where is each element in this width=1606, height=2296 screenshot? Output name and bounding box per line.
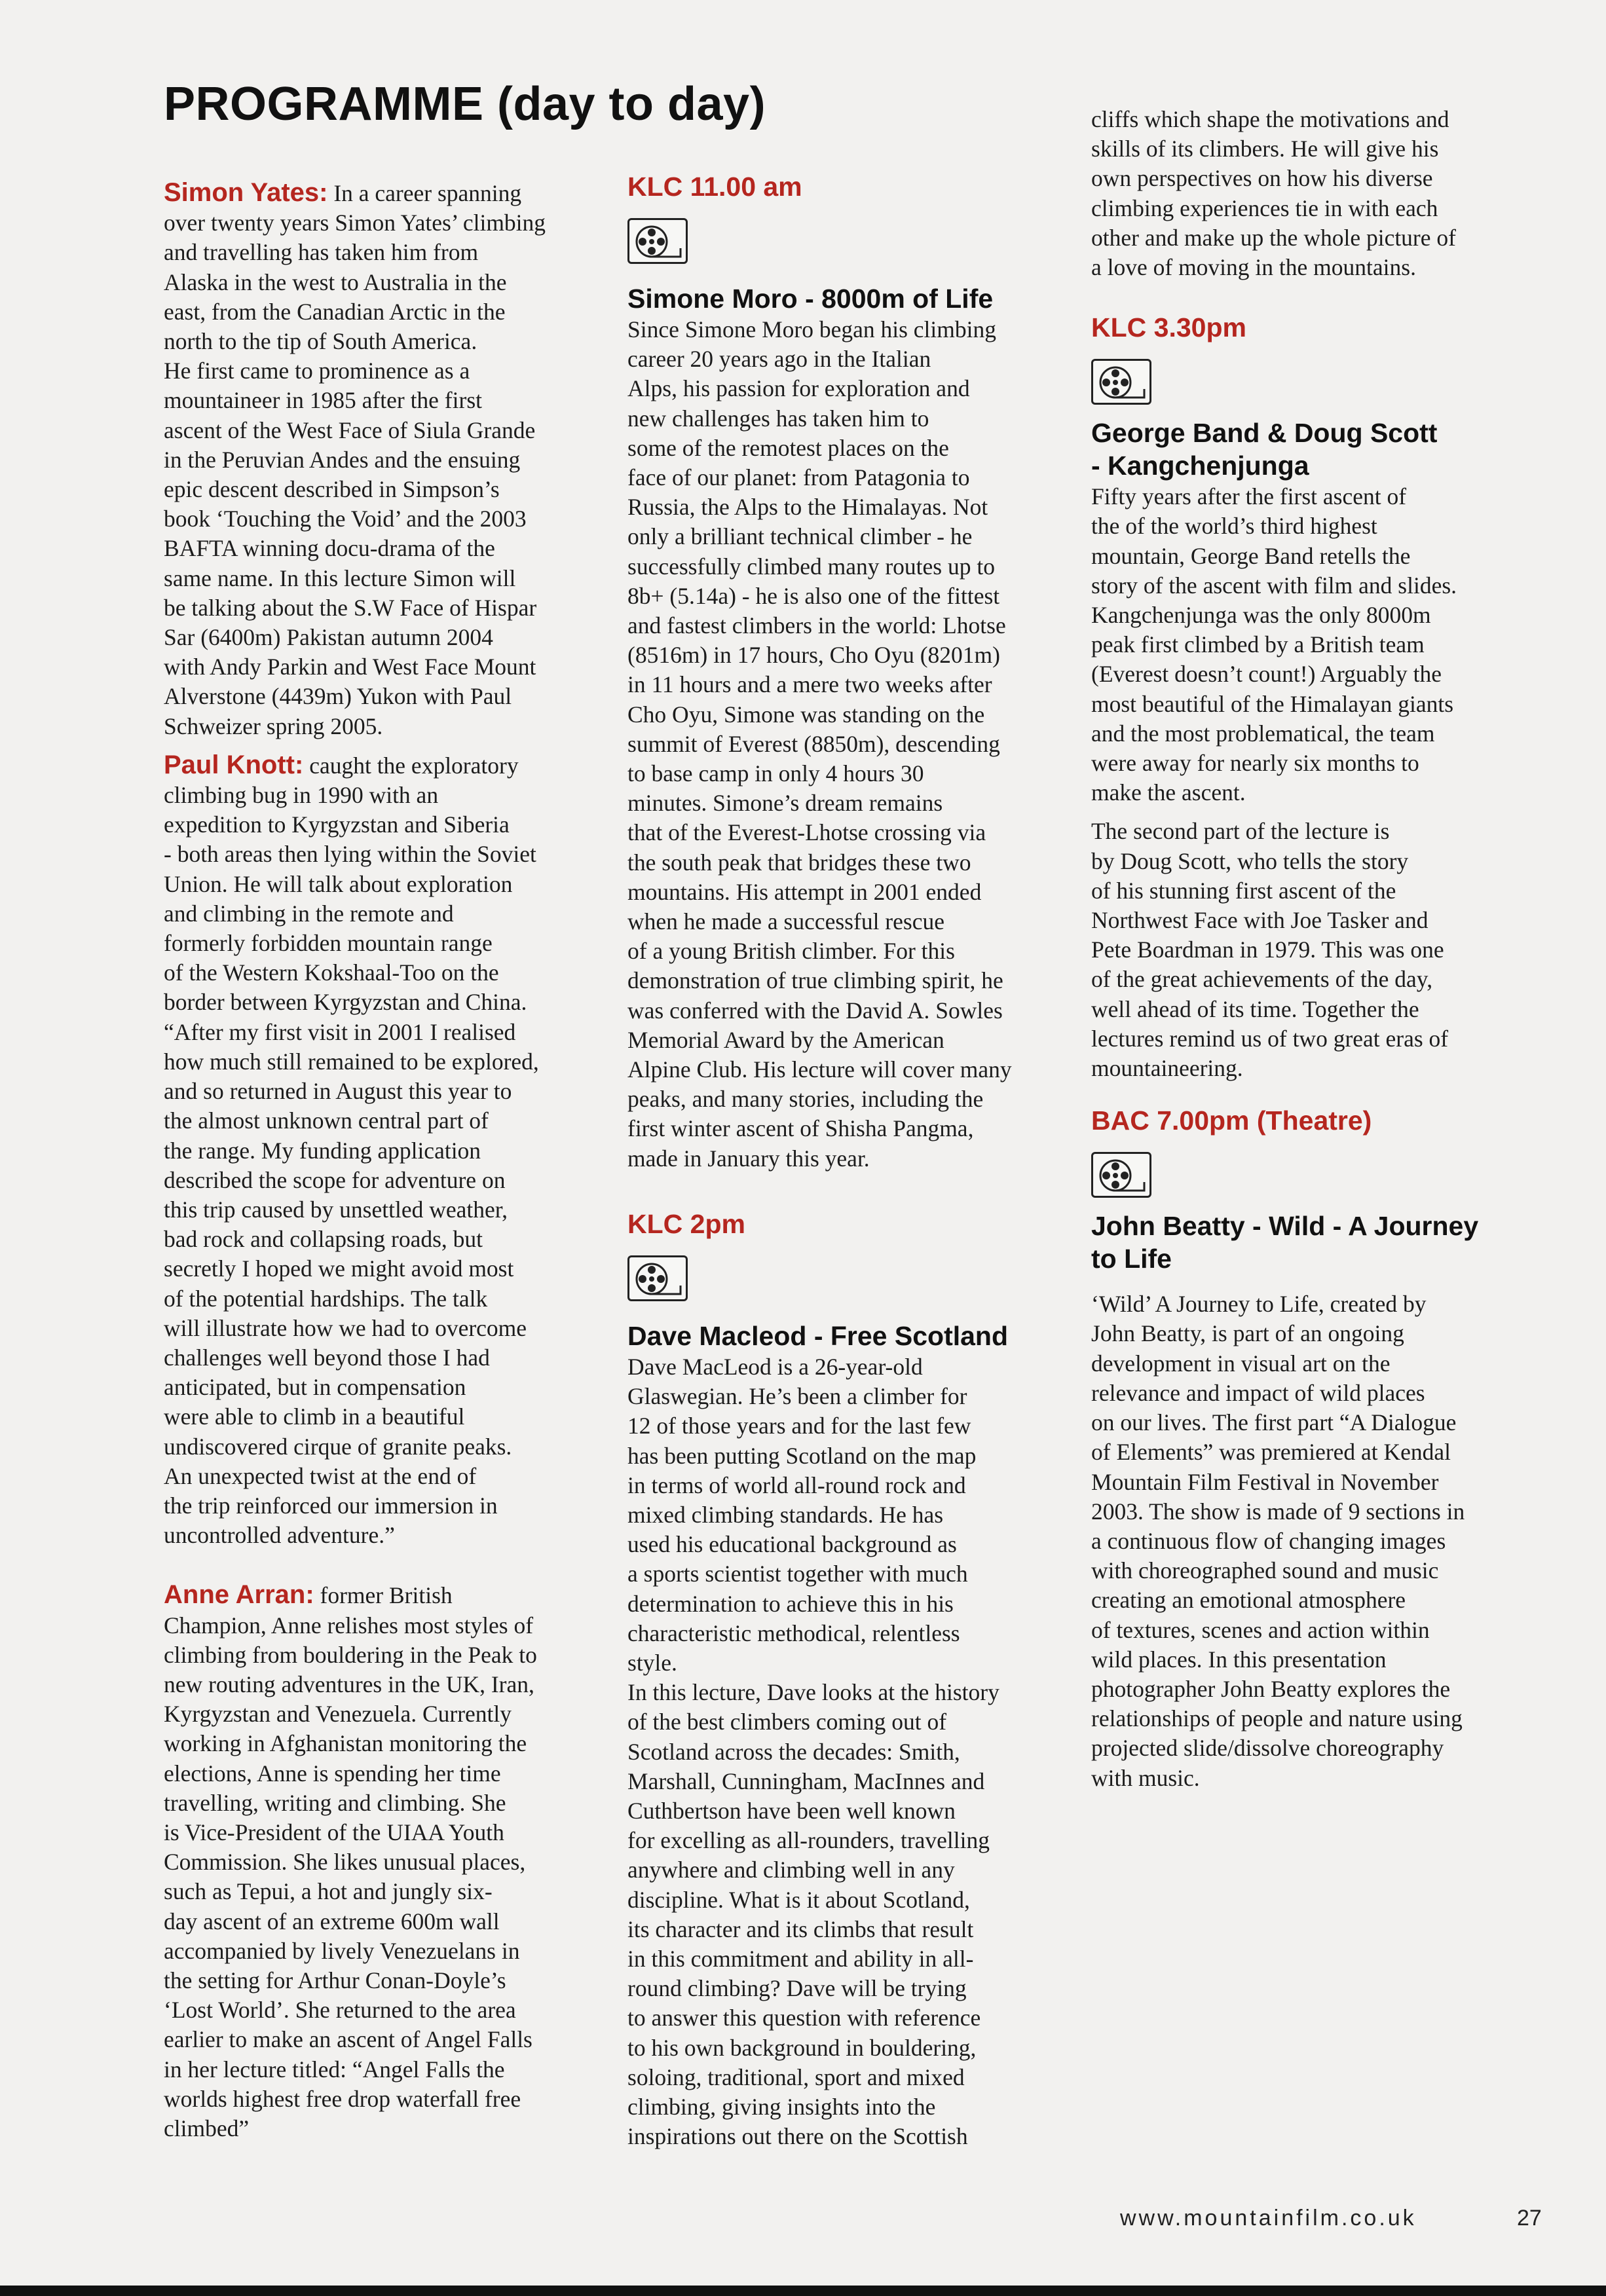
text-line: Northwest Face with Joe Tasker and xyxy=(1091,907,1429,934)
text-line: challenges well beyond those I had xyxy=(164,1344,490,1371)
bio-simon-yates xyxy=(164,178,589,208)
text-line: of the potential hardships. The talk xyxy=(164,1285,488,1312)
text-line: first winter ascent of Shisha Pangma, xyxy=(627,1115,974,1142)
event-title: John Beatty - Wild - A Journey xyxy=(1091,1211,1479,1242)
text-line: formerly forbidden mountain range xyxy=(164,930,493,957)
text-line: style. xyxy=(627,1649,677,1676)
text-line: Union. He will talk about exploration xyxy=(164,870,513,897)
text-line: He first came to prominence as a xyxy=(164,358,470,384)
text-line: such as Tepui, a hot and jungly six- xyxy=(164,1878,493,1905)
text-line: the south peak that bridges these two xyxy=(627,849,971,876)
text-line: and fastest climbers in the world: Lhotse xyxy=(627,612,1006,639)
page-title: PROGRAMME (day to day) xyxy=(164,78,766,130)
text-line: climbing experiences tie in with each xyxy=(1091,194,1438,221)
text-line: Mountain Film Festival in November xyxy=(1091,1468,1439,1495)
event-title: Dave Macleod - Free Scotland xyxy=(627,1320,1009,1351)
text-line: of the great achievements of the day, xyxy=(1091,966,1433,993)
text-line: determination to achieve this in his xyxy=(627,1590,954,1617)
text-line: of the Western Kokshaal-Too on the xyxy=(164,959,499,986)
text-line: worlds highest free drop waterfall free xyxy=(164,2085,521,2112)
text-line: ‘Wild’ A Journey to Life, created by xyxy=(1091,1291,1427,1318)
text-line: Champion, Anne relishes most styles of xyxy=(164,1612,534,1639)
text-line: to his own background in bouldering, xyxy=(627,2034,977,2061)
text-line: some of the remotest places on the xyxy=(627,434,949,461)
text-line: own perspectives on how his diverse xyxy=(1091,165,1433,192)
text-line: make the ascent. xyxy=(1091,779,1246,806)
text-line: in this commitment and ability in all- xyxy=(627,1945,974,1972)
text-line: (8516m) in 17 hours, Cho Oyu (8201m) xyxy=(627,642,1000,669)
text-line: of his stunning first ascent of the xyxy=(1091,877,1396,904)
text-line: and travelling has taken him from xyxy=(164,239,479,266)
text-line: a sports scientist together with much xyxy=(627,1561,968,1587)
text-line: relationships of people and nature using xyxy=(1091,1705,1463,1732)
footer-url[interactable]: www.mountainfilm.co.uk xyxy=(1120,2206,1417,2231)
event-title: George Band & Doug Scott xyxy=(1091,418,1438,449)
bio-first-line: In a career spanning xyxy=(333,180,522,206)
text-line: climbing, giving insights into the xyxy=(627,2093,936,2120)
text-line: earlier to make an ascent of Angel Falls xyxy=(164,2026,532,2053)
text-line: by Doug Scott, who tells the story xyxy=(1091,847,1409,874)
text-line: the setting for Arthur Conan-Doyle’s xyxy=(164,1967,506,1993)
text-line: cliffs which shape the motivations and xyxy=(1091,106,1449,132)
text-line: ascent of the West Face of Siula Grande xyxy=(164,417,536,443)
film-reel-icon xyxy=(1091,1152,1151,1198)
text-line: and the most problematical, the team xyxy=(1091,720,1435,747)
text-line: east, from the Canadian Arctic in the xyxy=(164,298,506,325)
text-line: Sar (6400m) Pakistan autumn 2004 xyxy=(164,624,493,651)
text-line: BAFTA winning docu-drama of the xyxy=(164,535,495,562)
text-line: mountain, George Band retells the xyxy=(1091,542,1411,569)
event-description xyxy=(1091,1289,1523,1792)
text-line: in terms of world all-round rock and xyxy=(627,1472,966,1498)
text-line: how much still remained to be explored, xyxy=(164,1048,539,1075)
text-line: An unexpected twist at the end of xyxy=(164,1462,477,1489)
text-line: peak first climbed by a British team xyxy=(1091,631,1425,658)
event-title-line-2: - Kangchenjunga xyxy=(1091,451,1309,481)
text-line: is Vice-President of the UIAA Youth xyxy=(164,1819,504,1845)
text-line: lectures remind us of two great eras of xyxy=(1091,1025,1449,1052)
text-line: when he made a successful rescue xyxy=(627,908,944,935)
text-line: the range. My funding application xyxy=(164,1137,481,1164)
event-title-line-2: to Life xyxy=(1091,1244,1172,1274)
text-line: mountains. His attempt in 2001 ended xyxy=(627,878,982,905)
event-time: KLC 11.00 am xyxy=(627,172,802,202)
text-line: described the scope for adventure on xyxy=(164,1166,506,1193)
event-time: BAC 7.00pm (Theatre) xyxy=(1091,1105,1372,1136)
text-line: anywhere and climbing well in any xyxy=(627,1857,955,1883)
text-line: Glaswegian. He’s been a climber for xyxy=(627,1383,967,1410)
bottom-rule xyxy=(0,2286,1606,2296)
text-line: most beautiful of the Himalayan giants xyxy=(1091,690,1454,717)
event-description xyxy=(627,315,1053,1174)
text-line: and so returned in August this year to xyxy=(164,1078,512,1105)
text-line: other and make up the whole picture of xyxy=(1091,224,1456,251)
text-line: on our lives. The first part “A Dialogue xyxy=(1091,1409,1457,1436)
text-line: successfully climbed many routes up to xyxy=(627,553,995,580)
speaker-name-paul-knott: Paul Knott: xyxy=(164,750,304,779)
text-line: elections, Anne is spending her time xyxy=(164,1760,501,1787)
text-line: epic descent described in Simpson’s xyxy=(164,476,500,503)
text-line: was conferred with the David A. Sowles xyxy=(627,997,1003,1024)
text-line: 2003. The show is made of 9 sections in xyxy=(1091,1498,1465,1525)
text-line: discipline. What is it about Scotland, xyxy=(627,1886,970,1913)
text-line: a continuous flow of changing images xyxy=(1091,1527,1446,1554)
text-line: story of the ascent with film and slides. xyxy=(1091,572,1457,599)
text-line: secretly I hoped we might avoid most xyxy=(164,1255,514,1282)
text-line: Alpine Club. His lecture will cover many xyxy=(627,1056,1012,1083)
bio-first-line: caught the exploratory xyxy=(309,752,519,779)
event-description xyxy=(1091,817,1523,1083)
text-line: and climbing in the remote and xyxy=(164,900,454,927)
film-reel-icon xyxy=(1091,359,1151,405)
text-line: made in January this year. xyxy=(627,1145,870,1172)
text-line: 8b+ (5.14a) - he is also one of the fittest xyxy=(627,582,1000,609)
text-line: Alaska in the west to Australia in the xyxy=(164,268,507,295)
text-line: were away for nearly six months to xyxy=(1091,750,1419,777)
text-line: working in Afghanistan monitoring the xyxy=(164,1730,527,1757)
text-line: ‘Lost World’. She returned to the area xyxy=(164,1997,516,2024)
text-line: in her lecture titled: “Angel Falls the xyxy=(164,2056,505,2083)
text-line: Cho Oyu, Simone was standing on the xyxy=(627,701,985,728)
text-line: of the best climbers coming out of xyxy=(627,1709,947,1735)
text-line: projected slide/dissolve choreography xyxy=(1091,1735,1444,1762)
text-line: Commission. She likes unusual places, xyxy=(164,1849,526,1876)
text-line: soloing, traditional, sport and mixed xyxy=(627,2064,965,2090)
column-events-2 xyxy=(1091,105,1523,1793)
text-line: well ahead of its time. Together the xyxy=(1091,995,1419,1022)
text-line: summit of Everest (8850m), descending xyxy=(627,730,1000,757)
text-line: Since Simone Moro began his climbing xyxy=(627,316,997,343)
text-line: this trip caused by unsettled weather, xyxy=(164,1196,508,1223)
text-line: for excelling as all-rounders, travelling xyxy=(627,1827,990,1854)
event-description xyxy=(1091,482,1523,807)
event-time: KLC 3.30pm xyxy=(1091,312,1246,343)
text-line: the trip reinforced our immersion in xyxy=(164,1492,498,1519)
text-line: to base camp in only 4 hours 30 xyxy=(627,760,924,787)
text-line: travelling, writing and climbing. She xyxy=(164,1789,506,1816)
text-line: with Andy Parkin and West Face Mount xyxy=(164,654,536,680)
text-line: Memorial Award by the American xyxy=(627,1026,944,1053)
text-line: with music. xyxy=(1091,1764,1200,1791)
text-line: expedition to Kyrgyzstan and Siberia xyxy=(164,811,510,838)
text-line: Alps, his passion for exploration and xyxy=(627,375,970,402)
text-line: minutes. Simone’s dream remains xyxy=(627,790,943,817)
text-line: 12 of those years and for the last few xyxy=(627,1413,971,1439)
speaker-name-anne-arran: Anne Arran: xyxy=(164,1580,314,1610)
text-line: In this lecture, Dave looks at the history xyxy=(627,1679,999,1706)
text-line: Scotland across the decades: Smith, xyxy=(627,1738,960,1765)
text-line: to answer this question with reference xyxy=(627,2005,981,2031)
text-line: - both areas then lying within the Soviet xyxy=(164,841,536,868)
text-line: climbing bug in 1990 with an xyxy=(164,782,439,809)
text-line: of Elements” was premiered at Kendal xyxy=(1091,1439,1451,1466)
text-line: face of our planet: from Patagonia to xyxy=(627,464,970,491)
text-line: peaks, and many stories, including the xyxy=(627,1086,984,1113)
bio-text xyxy=(164,208,589,741)
text-line: book ‘Touching the Void’ and the 2003 xyxy=(164,506,527,532)
text-line: uncontrolled adventure.” xyxy=(164,1522,395,1549)
text-line: border between Kyrgyzstan and China. xyxy=(164,989,527,1016)
bio-paul-knott xyxy=(164,750,589,781)
text-line: relevance and impact of wild places xyxy=(1091,1379,1425,1406)
text-line: round climbing? Dave will be trying xyxy=(627,1975,967,2002)
text-line: will illustrate how we had to overcome xyxy=(164,1314,527,1341)
text-line: creating an emotional atmosphere xyxy=(1091,1587,1406,1614)
text-line: has been putting Scotland on the map xyxy=(627,1442,977,1469)
text-line: Kangchenjunga was the only 8000m xyxy=(1091,602,1431,629)
text-line: its character and its climbs that result xyxy=(627,1916,974,1942)
text-line: that of the Everest-Lhotse crossing via xyxy=(627,819,986,846)
text-line: (Everest doesn’t count!) Arguably the xyxy=(1091,661,1442,688)
text-line: Pete Boardman in 1979. This was one xyxy=(1091,936,1444,963)
text-line: Cuthbertson have been well known xyxy=(627,1797,956,1824)
text-line: with choreographed sound and music xyxy=(1091,1557,1439,1584)
text-line: day ascent of an extreme 600m wall xyxy=(164,1908,500,1935)
text-line: mountaineer in 1985 after the first xyxy=(164,387,482,414)
text-line: “After my first visit in 2001 I realised xyxy=(164,1018,516,1045)
text-line: only a brilliant technical climber - he xyxy=(627,523,973,550)
bio-text xyxy=(164,1611,589,2144)
text-line: The second part of the lecture is xyxy=(1091,818,1390,845)
text-line: demonstration of true climbing spirit, he xyxy=(627,967,1003,994)
event-title: Simone Moro - 8000m of Life xyxy=(627,284,994,314)
text-line: were able to climb in a beautiful xyxy=(164,1403,465,1430)
text-line: Kyrgyzstan and Venezuela. Currently xyxy=(164,1701,512,1728)
film-reel-icon xyxy=(627,218,688,264)
text-line: career 20 years ago in the Italian xyxy=(627,346,931,373)
text-line: a love of moving in the mountains. xyxy=(1091,254,1416,281)
text-line: new challenges has taken him to xyxy=(627,405,929,432)
text-line: wild places. In this presentation xyxy=(1091,1646,1387,1673)
speaker-name-simon-yates: Simon Yates: xyxy=(164,178,328,207)
event-description-continued xyxy=(1091,105,1523,282)
text-line: undiscovered cirque of granite peaks. xyxy=(164,1433,512,1460)
text-line: climbing from bouldering in the Peak to xyxy=(164,1641,537,1668)
text-line: mountaineering. xyxy=(1091,1055,1243,1082)
text-line: characteristic methodical, relentless xyxy=(627,1620,960,1646)
text-line: the of the world’s third highest xyxy=(1091,513,1377,540)
text-line: the almost unknown central part of xyxy=(164,1107,489,1134)
column-events-1 xyxy=(627,172,1053,2151)
text-line: development in visual art on the xyxy=(1091,1350,1391,1377)
text-line: same name. In this lecture Simon will xyxy=(164,565,516,591)
film-reel-icon xyxy=(627,1255,688,1301)
text-line: used his educational background as xyxy=(627,1531,957,1558)
bio-first-line: former British xyxy=(320,1582,453,1609)
text-line: photographer John Beatty explores the xyxy=(1091,1675,1451,1702)
text-line: Russia, the Alps to the Himalayas. Not xyxy=(627,494,988,521)
text-line: Fifty years after the first ascent of xyxy=(1091,483,1407,510)
text-line: in the Peruvian Andes and the ensuing xyxy=(164,446,521,473)
text-line: north to the tip of South America. xyxy=(164,328,477,355)
text-line: be talking about the S.W Face of Hispar xyxy=(164,594,537,621)
column-speakers xyxy=(164,178,589,2143)
text-line: Marshall, Cunningham, MacInnes and xyxy=(627,1768,985,1794)
text-line: in 11 hours and a mere two weeks after xyxy=(627,671,992,698)
text-line: John Beatty, is part of an ongoing xyxy=(1091,1320,1404,1347)
text-line: Dave MacLeod is a 26-year-old xyxy=(627,1353,923,1380)
text-line: over twenty years Simon Yates’ climbing xyxy=(164,210,546,236)
text-line: of a young British climber. For this xyxy=(627,938,955,965)
text-line: anticipated, but in compensation xyxy=(164,1374,466,1401)
text-line: new routing adventures in the UK, Iran, xyxy=(164,1671,534,1697)
event-description xyxy=(627,1352,1053,2151)
text-line: bad rock and collapsing roads, but xyxy=(164,1226,483,1253)
text-line: of textures, scenes and action within xyxy=(1091,1616,1430,1643)
text-line: accompanied by lively Venezuelans in xyxy=(164,1937,520,1964)
page-number: 27 xyxy=(1517,2206,1542,2231)
text-line: skills of its climbers. He will give his xyxy=(1091,136,1439,162)
text-line: Alverstone (4439m) Yukon with Paul xyxy=(164,683,512,710)
bio-text xyxy=(164,781,589,1550)
text-line: Schweizer spring 2005. xyxy=(164,713,383,739)
text-line: climbed” xyxy=(164,2115,250,2141)
text-line: inspirations out there on the Scottish xyxy=(627,2123,968,2150)
event-time: KLC 2pm xyxy=(627,1208,745,1239)
bio-anne-arran xyxy=(164,1580,589,1610)
text-line: mixed climbing standards. He has xyxy=(627,1501,944,1528)
